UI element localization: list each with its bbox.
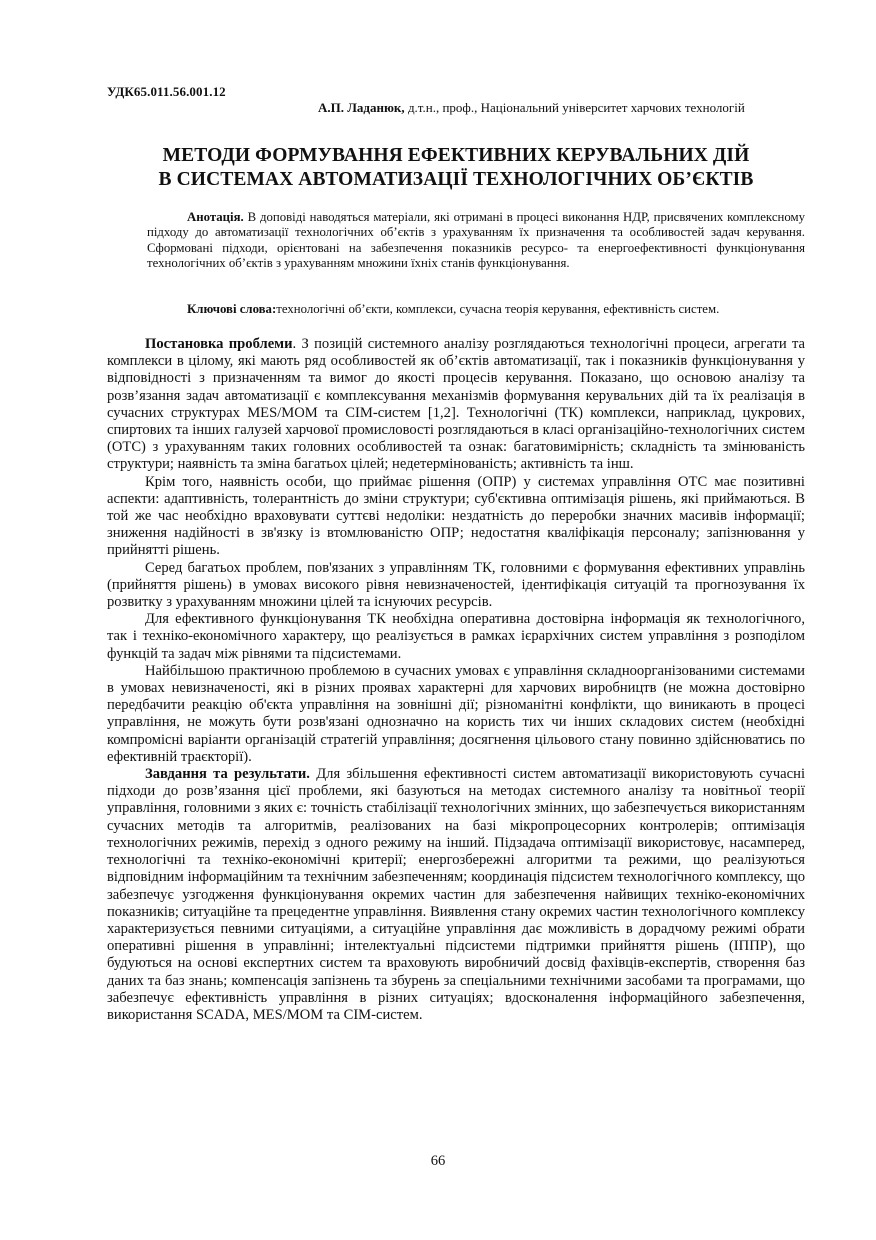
author-name: А.П. Ладанюк, <box>318 100 405 115</box>
section-heading-problem: Постановка проблеми <box>145 336 293 352</box>
abstract-text: В доповіді наводяться матеріали, які отримані в процесі виконання НДР, присвячених комплексному підходу до автоматизації технологічних об’єктів з урахуванням їх призначення та особливостей задач керування. Сформовані підходи, орієнтовані на забезпечення показників ресурсо- та енергоефективності функціонування технологічних об’єктів з урахуванням множини їхніх станів функціонування. <box>147 210 805 270</box>
paragraph: Найбільшою практичною проблемою в сучасних умовах є управління складноорганізованими системами в умовах невизначеності, які в різних проявах характерні для харчових виробництв (не можна достовірно передбачити реакцію об'єкта управління на зовнішні дії; різноманітні конфлікти, що виникають в процесі управління, не можуть бути розв'язані однозначно на користь тих чи інших складових систем (необхідні компромісні варіанти організацій стратегій управління; досягнення цільового стану повинно здійснюватись по ефективній траєкторії). <box>107 662 805 765</box>
keywords-text: технологічні об’єкти, комплекси, сучасна теорія керування, ефективність систем. <box>276 302 720 316</box>
udk-code: УДК65.011.56.001.12 <box>107 84 226 99</box>
title-line-1: МЕТОДИ ФОРМУВАННЯ ЕФЕКТИВНИХ КЕРУВАЛЬНИХ ДІЙ <box>162 145 750 166</box>
title-line-2: В СИСТЕМАХ АВТОМАТИЗАЦІЇ ТЕХНОЛОГІЧНИХ ОБ’ЄКТІВ <box>158 169 754 190</box>
paragraph: Серед багатьох проблем, пов'язаних з управлінням ТК, головними є формування ефективних управлінь (прийняття рішень) в умовах високого рівня невизначеностей, ідентифікація ситуацій та прогнозування їх розвитку з урахуванням множини цілей та існуючих ресурсів. <box>107 559 805 611</box>
keywords-label: Ключові слова: <box>187 302 277 316</box>
paragraph: Крім того, наявність особи, що приймає рішення (ОПР) у системах управління ОТС має позитивні аспекти: адаптивність, толерантність до зміни структури; суб'єктивна оптимізація рішень, які приймаються. В той же час необхідно враховувати суттєві недоліки: нездатність до переробки значних масивів інформації; зниження надійності в зв'язку із втомлюваністю ОПР; недостатня кваліфікація персоналу; запізнювання у прийнятті рішень. <box>107 473 805 559</box>
keywords <box>147 302 805 317</box>
abstract-label: Анотація. <box>187 210 244 224</box>
abstract <box>147 210 805 271</box>
author-line <box>318 100 745 116</box>
author-affiliation: д.т.н., проф., Національний університет харчових технологій <box>404 100 745 115</box>
page-number: 66 <box>430 1153 446 1169</box>
paragraph-problem-statement <box>107 336 805 474</box>
article-title <box>107 144 805 192</box>
paragraph-tasks-results <box>107 766 805 1024</box>
paragraph-text: . З позицій системного аналізу розглядаються технологічні процеси, агрегати та комплекси в цілому, які мають ряд особливостей як об’єктів автоматизації, так і показників функціонування у відповідності з призначенням та вимог до якості процесів керування. Показано, що основою аналізу та розв’язання задач автоматизації є комплексування механізмів формування керувальних дій та їх реалізація в сучасних структурах MES/MOM та CIM-систем [1,2]. Технологічні (ТК) комплекси, наприклад, цукрових, спиртових та інших галузей харчової промисловості розглядаються в класі організаційно-технологічних систем (ОТС) з урахуванням таких головних особливостей та ознак: багатовимірність; складність та змінюваність структури; наявність та зміна багатьох цілей; недетермінованість; активність та інш. <box>107 336 805 473</box>
paragraph-text: Для збільшення ефективності систем автоматизації використовують сучасні підходи до розв’язання цієї проблеми, які базуються на методах системного аналізу та новітньої теорії управління, головними з яких є: точність стабілізації технологічних змінних, що забезпечується використанням сучасних методів та алгоритмів, реалізованих на базі мікропроцесорних контролерів; оптимізація технологічних режимів, перехід з одного режиму на інший. Підзадача оптимізації використовує, насамперед, технологічні та техніко-економічні критерії; енергозбережні алгоритми та режими, що реалізуються відповідним інформаційним та технічним забезпеченням; координація підсистем технологічного комплексу, що забезпечує узгодження функціонування окремих частин для забезпечення найвищих техніко-економічних показників; ситуаційне та прецедентне управління. Виявлення стану окремих частин технологічного комплексу характеризується певними ситуаціями, а ситуаційне управління дає можливість в дорадчому режимі обрати оперативні рішення в управлінні; інтелектуальні підсистеми підтримки прийняття рішень (ІППР), що будуються на основі експертних систем та враховують виробничий досвід фахівців-експертів, створення баз даних та баз знань; компенсація запізнень та збурень за спеціальними технічними засобами та програмами, що забезпечує ефективність управління в різних ситуаціях; вдосконалення інформаційного забезпечення, використання SCADA, MES/MOM та CIM-систем. <box>107 766 805 1023</box>
paragraph: Для ефективного функціонування ТК необхідна оперативна достовірна інформація як технологічного, так і техніко-економічного характеру, що реалізується в рамках ієрархічних систем управління з розподілом функцій та задач між рівнями та підсистемами. <box>107 611 805 662</box>
section-heading-tasks: Завдання та результати. <box>145 766 310 783</box>
article-body <box>107 336 805 1024</box>
